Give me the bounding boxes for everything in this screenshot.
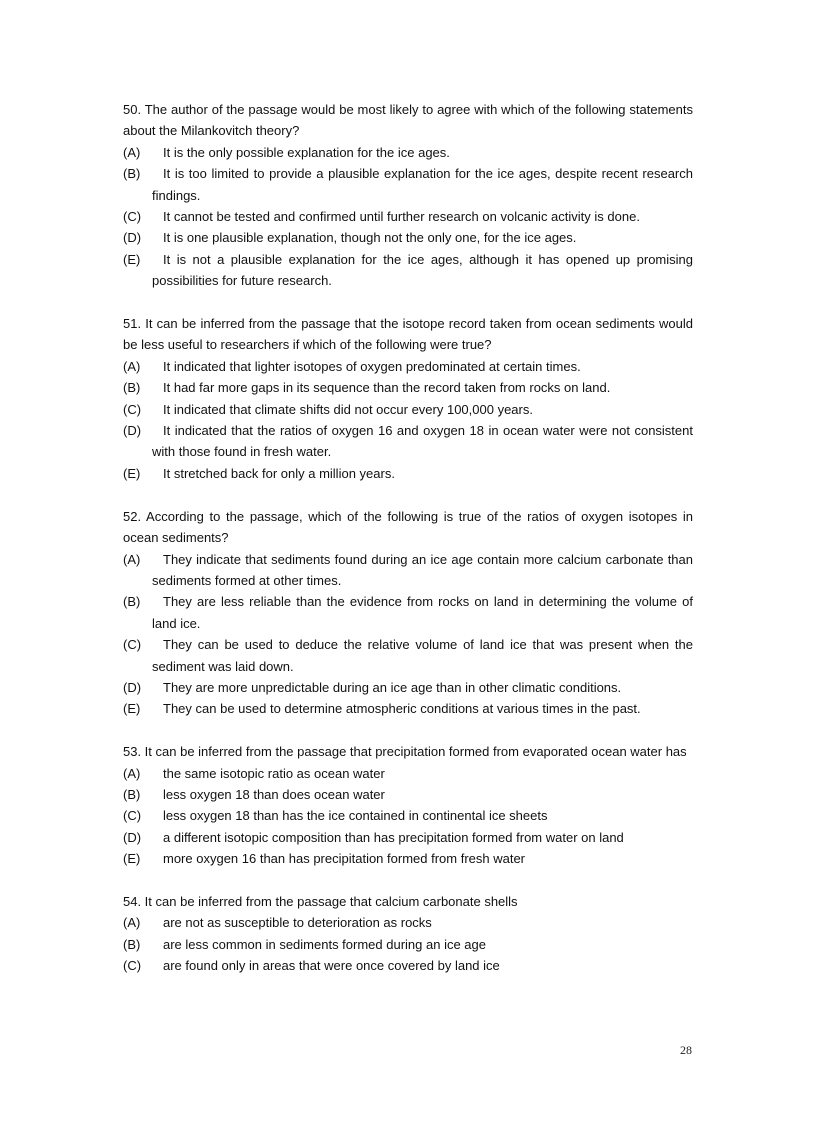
question-50 (123, 99, 693, 292)
option-text: It indicated that climate shifts did not occur every 100,000 years. (163, 401, 533, 417)
option-text: It is too limited to provide a plausible explanation for the ice ages, despite recent research findings. (152, 166, 693, 203)
answer-option-c (123, 399, 693, 420)
option-text: It stretched back for only a million years. (163, 465, 395, 481)
answer-option-e (123, 848, 693, 869)
option-letter: (C) (123, 401, 142, 417)
option-letter: (B) (123, 936, 141, 952)
question-stem: 54. It can be inferred from the passage that calcium carbonate shells (123, 893, 518, 909)
option-text: They can be used to determine atmospheric conditions at various times in the past. (163, 701, 641, 717)
answer-option-a (123, 763, 693, 784)
question-51 (123, 313, 693, 484)
option-letter: (E) (123, 251, 141, 267)
question-stem: 53. It can be inferred from the passage that precipitation formed from evaporated ocean water has (123, 744, 687, 760)
answer-option-e (123, 249, 693, 292)
question-54 (123, 891, 693, 977)
answer-option-d (123, 420, 693, 463)
option-letter: (C) (123, 808, 142, 824)
option-letter: (B) (123, 380, 141, 396)
option-text: It is one plausible explanation, though not the only one, for the ice ages. (163, 230, 577, 246)
option-text: the same isotopic ratio as ocean water (163, 765, 385, 781)
question-list (123, 99, 693, 998)
option-letter: (A) (123, 915, 141, 931)
answer-option-c (123, 805, 693, 826)
option-text: It had far more gaps in its sequence than the record taken from rocks on land. (163, 380, 611, 396)
answer-option-b (123, 377, 693, 398)
option-text: are less common in sediments formed during an ice age (163, 936, 486, 952)
answer-option-e (123, 698, 693, 719)
option-text: It cannot be tested and confirmed until further research on volcanic activity is done. (163, 209, 640, 225)
option-letter: (A) (123, 765, 141, 781)
answer-option-d (123, 677, 693, 698)
question-52 (123, 506, 693, 720)
option-text: more oxygen 16 than has precipitation formed from fresh water (163, 851, 526, 867)
page-number: 28 (680, 1043, 692, 1057)
option-text: less oxygen 18 than does ocean water (163, 786, 385, 802)
option-letter: (C) (123, 637, 142, 653)
answer-option-b (123, 934, 693, 955)
answer-option-b (123, 591, 693, 634)
option-text: They can be used to deduce the relative volume of land ice that was present when the sediment was laid down. (152, 637, 693, 674)
option-letter: (B) (123, 786, 141, 802)
option-text: a different isotopic composition than has precipitation formed from water on land (163, 829, 624, 845)
option-text: less oxygen 18 than has the ice contained in continental ice sheets (163, 808, 548, 824)
option-letter: (A) (123, 358, 141, 374)
option-letter: (E) (123, 465, 141, 481)
answer-option-b (123, 163, 693, 206)
question-stem: 51. It can be inferred from the passage that the isotope record taken from ocean sediments would be less useful to researchers if which of the following were true? (123, 316, 693, 353)
option-letter: (C) (123, 209, 142, 225)
option-letter: (D) (123, 679, 142, 695)
answer-option-a (123, 549, 693, 592)
answer-option-a (123, 142, 693, 163)
option-letter: (D) (123, 423, 142, 439)
answer-option-e (123, 463, 693, 484)
option-text: It is the only possible explanation for the ice ages. (163, 144, 450, 160)
answer-option-d (123, 227, 693, 248)
option-letter: (A) (123, 144, 141, 160)
answer-option-a (123, 356, 693, 377)
option-letter: (E) (123, 701, 141, 717)
question-53 (123, 741, 693, 869)
answer-option-b (123, 784, 693, 805)
answer-option-c (123, 955, 693, 976)
answer-option-c (123, 634, 693, 677)
option-letter: (E) (123, 851, 141, 867)
option-letter: (C) (123, 958, 142, 974)
answer-option-c (123, 206, 693, 227)
option-letter: (A) (123, 551, 141, 567)
question-stem: 50. The author of the passage would be most likely to agree with which of the following statements about the Milankovitch theory? (123, 102, 693, 139)
answer-option-d (123, 827, 693, 848)
option-letter: (D) (123, 230, 142, 246)
option-text: It is not a plausible explanation for the ice ages, although it has opened up promising possibilities for future research. (152, 251, 693, 289)
option-text: It indicated that lighter isotopes of oxygen predominated at certain times. (163, 358, 581, 374)
answer-option-a (123, 912, 693, 933)
option-text: They are less reliable than the evidence from rocks on land in determining the volume of land ice. (152, 594, 693, 631)
option-text: are not as susceptible to deterioration as rocks (163, 915, 432, 931)
option-text: are found only in areas that were once covered by land ice (163, 958, 500, 974)
option-letter: (B) (123, 166, 141, 182)
option-text: They indicate that sediments found during an ice age contain more calcium carbonate than sediments formed at other times. (152, 551, 693, 588)
option-text: It indicated that the ratios of oxygen 16 and oxygen 18 in ocean water were not consistent with those found in fresh water. (152, 423, 693, 460)
option-text: They are more unpredictable during an ice age than in other climatic conditions. (163, 679, 622, 695)
option-letter: (B) (123, 594, 141, 610)
option-letter: (D) (123, 829, 142, 845)
question-stem: 52. According to the passage, which of the following is true of the ratios of oxygen isotopes in ocean sediments? (123, 508, 693, 546)
